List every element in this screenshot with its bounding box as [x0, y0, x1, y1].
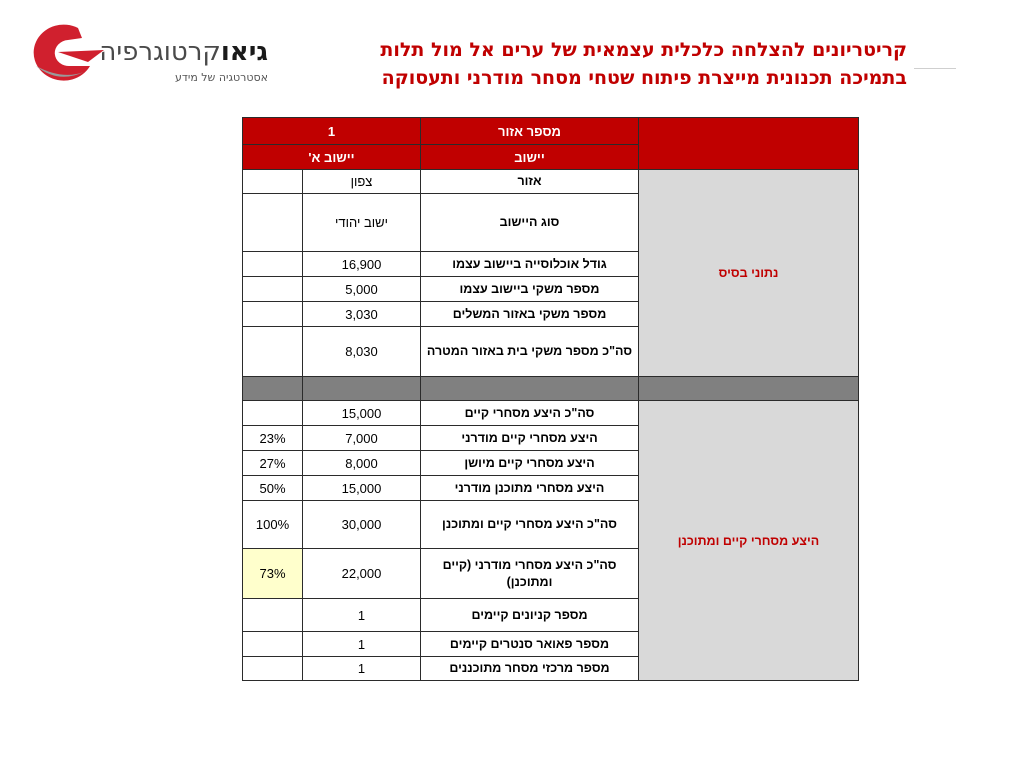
pct-cell	[243, 170, 303, 194]
label-cell: היצע מסחרי קיים מיושן	[421, 451, 639, 476]
value-cell: צפון	[303, 170, 421, 194]
company-logo	[18, 20, 268, 90]
pct-cell	[243, 599, 303, 632]
label-cell: מספר מרכזי מסחר מתוכננים	[421, 657, 639, 681]
pct-cell: 50%	[243, 476, 303, 501]
separator-cell	[303, 377, 421, 401]
value-cell: 1	[303, 657, 421, 681]
separator-cell	[243, 377, 303, 401]
value-cell: 1	[303, 599, 421, 632]
label-cell: סה"כ היצע מסחרי מודרני (קיים ומתוכנן)	[421, 549, 639, 599]
value-cell: ישוב יהודי	[303, 194, 421, 252]
header-corner	[639, 118, 859, 170]
area-number-value: 1	[243, 118, 421, 145]
area-number-label: מספר אזור	[421, 118, 639, 145]
separator-cell	[639, 377, 859, 401]
criteria-table	[242, 117, 859, 681]
value-cell: 8,030	[303, 327, 421, 377]
value-cell: 15,000	[303, 476, 421, 501]
settlement-label: יישוב	[421, 145, 639, 170]
page-title-line-2: בתמיכה תכנונית מייצרת פיתוח שטחי מסחר מודרני ותעסוקה	[381, 67, 907, 89]
logo-brand-text	[99, 37, 268, 67]
value-cell: 30,000	[303, 501, 421, 549]
pct-cell	[243, 401, 303, 426]
pct-cell: 100%	[243, 501, 303, 549]
separator-row	[243, 377, 859, 401]
logo-tagline: אסטרטגיה של מידע	[174, 71, 268, 84]
value-cell: 22,000	[303, 549, 421, 599]
category-commercial-supply: היצע מסחרי קיים ומתוכנן	[639, 401, 859, 681]
table-row	[243, 401, 859, 426]
value-cell: 1	[303, 632, 421, 657]
label-cell: היצע מסחרי קיים מודרני	[421, 426, 639, 451]
label-cell: מספר משקי באזור המשלים	[421, 302, 639, 327]
pct-cell	[243, 657, 303, 681]
label-cell: מספר פאואר סנטרים קיימים	[421, 632, 639, 657]
value-cell: 7,000	[303, 426, 421, 451]
value-cell: 16,900	[303, 252, 421, 277]
pct-cell	[243, 327, 303, 377]
value-cell: 8,000	[303, 451, 421, 476]
logo-mark-icon	[18, 22, 104, 84]
pct-cell: 27%	[243, 451, 303, 476]
pct-cell-highlighted: 73%	[243, 549, 303, 599]
label-cell: סה"כ היצע מסחרי קיים ומתוכנן	[421, 501, 639, 549]
pct-cell	[243, 277, 303, 302]
label-cell: סה"כ היצע מסחרי קיים	[421, 401, 639, 426]
pct-cell	[243, 194, 303, 252]
label-cell: סה"כ מספר משקי בית באזור המטרה	[421, 327, 639, 377]
pct-cell	[243, 302, 303, 327]
logo-brand-light: קרטוגרפיה	[99, 37, 221, 67]
settlement-value: יישוב א'	[243, 145, 421, 170]
page-title-line-1: קריטריונים להצלחה כלכלית עצמאית של ערים אל מול תלות	[380, 39, 907, 61]
category-basic-data: נתוני בסיס	[639, 170, 859, 377]
logo-brand-bold: גיאו	[220, 37, 268, 67]
label-cell: גודל אוכלוסייה ביישוב עצמו	[421, 252, 639, 277]
pct-cell	[243, 252, 303, 277]
title-divider	[914, 68, 956, 69]
separator-cell	[421, 377, 639, 401]
label-cell: סוג היישוב	[421, 194, 639, 252]
table-row	[243, 170, 859, 194]
value-cell: 3,030	[303, 302, 421, 327]
pct-cell: 23%	[243, 426, 303, 451]
value-cell: 15,000	[303, 401, 421, 426]
label-cell: מספר משקי ביישוב עצמו	[421, 277, 639, 302]
value-cell: 5,000	[303, 277, 421, 302]
label-cell: אזור	[421, 170, 639, 194]
page-title	[262, 36, 907, 92]
pct-cell	[243, 632, 303, 657]
header-row-area	[243, 118, 859, 145]
label-cell: מספר קניונים קיימים	[421, 599, 639, 632]
label-cell: היצע מסחרי מתוכנן מודרני	[421, 476, 639, 501]
